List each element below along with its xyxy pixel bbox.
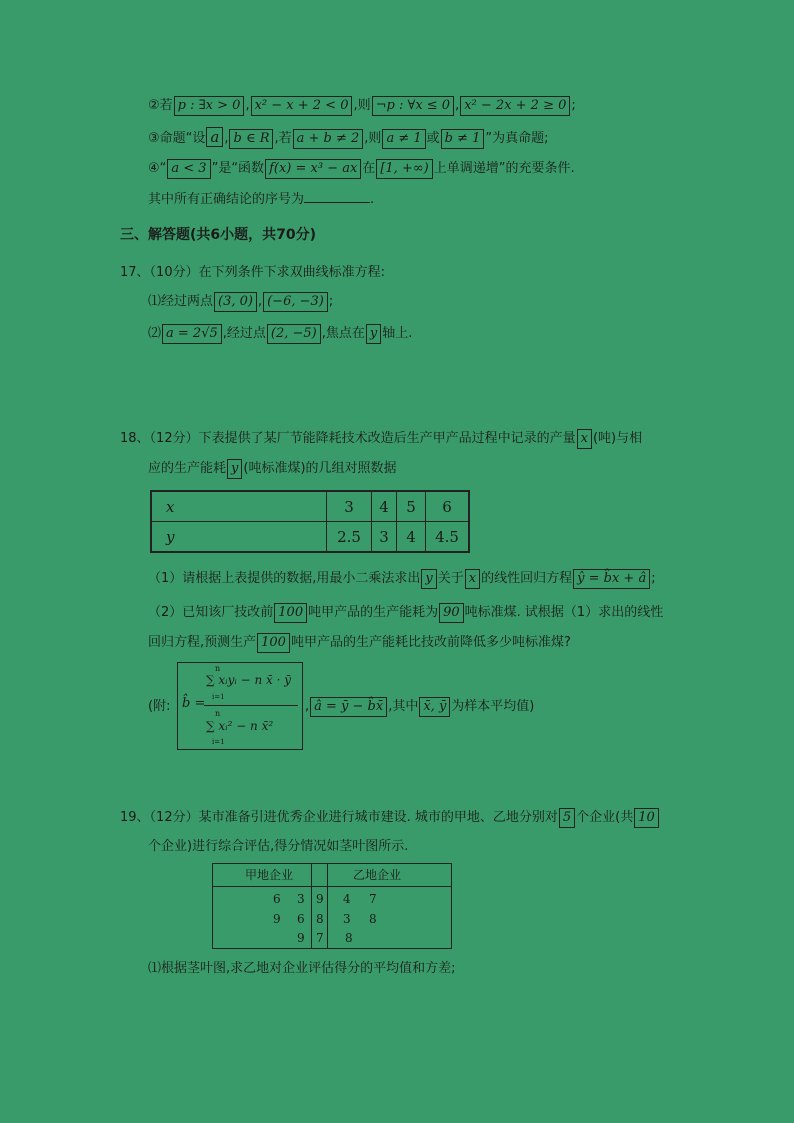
- q18-line-1: [120, 428, 642, 450]
- var-a: a: [206, 127, 223, 147]
- divider: [311, 864, 312, 948]
- function: f(x) = x³ − ax: [265, 159, 361, 179]
- conclusion-1: a ≠ 1: [382, 129, 425, 149]
- part-end: 轴上.: [382, 326, 413, 341]
- fraction-bar: [204, 705, 298, 706]
- point-1: (3, 0): [214, 292, 257, 312]
- condition: a = 2√5: [162, 324, 222, 344]
- text: 19、（12分）某市准备引进优秀企业进行城市建设. 城市的甲地、乙地分别对: [120, 810, 558, 825]
- table-cell: 2.5: [327, 522, 372, 553]
- table-cell: 5: [397, 491, 426, 522]
- text: 关于: [437, 571, 464, 586]
- text: (吨标准煤)的几组对照数据: [243, 461, 397, 476]
- header-divider: [213, 886, 451, 887]
- point-2: (−6, −3): [263, 292, 328, 312]
- separator: ,: [245, 98, 250, 113]
- var-b-real: b ∈ R: [229, 129, 273, 149]
- text: (吨)与相: [592, 431, 643, 446]
- q19-line-1: [120, 807, 660, 829]
- means: x̄, ȳ: [419, 697, 450, 717]
- condition: a < 3: [167, 159, 210, 179]
- text: ,其中: [388, 699, 419, 714]
- leaf: 9: [273, 912, 281, 926]
- text: （1）请根据上表提供的数据,用最小二乘法求出: [148, 571, 421, 586]
- text: ”是“函数: [211, 161, 265, 176]
- text: 吨甲产品的生产能耗比技改前降低多少吨标准煤?: [290, 635, 571, 650]
- table-cell: 4.5: [426, 522, 470, 553]
- q18-part-1: [148, 568, 656, 590]
- table-row: [151, 491, 469, 522]
- q18-part-2: [148, 602, 663, 624]
- var-y: y: [227, 459, 242, 479]
- var-y: y: [421, 569, 436, 589]
- text: ,经过点: [222, 326, 266, 341]
- ask-end: .: [370, 192, 375, 207]
- table-cell: 6: [426, 491, 470, 522]
- text: 个企业(共: [576, 810, 634, 825]
- item-prefix: ③命题“设: [148, 131, 206, 146]
- q18-part-2-cont: [148, 632, 571, 654]
- text: ,焦点在: [321, 326, 365, 341]
- stem-leaf-plot: [212, 863, 452, 949]
- text: ;: [651, 571, 656, 586]
- negation-p: ¬p : ∀x ≤ 0: [372, 96, 454, 116]
- stem-value: 7: [316, 931, 324, 945]
- conclusion-2: b ≠ 1: [441, 129, 485, 149]
- divider: [327, 864, 328, 948]
- axis: y: [366, 324, 381, 344]
- text: 吨甲产品的生产能耗为: [308, 605, 439, 620]
- right-header: 乙地企业: [353, 868, 402, 882]
- text: ,则: [353, 98, 371, 113]
- row-label: y: [151, 522, 327, 553]
- q19-line-2: 个企业)进行综合评估,得分情况如茎叶图所示.: [148, 839, 409, 854]
- sum-bottom: i=1: [212, 693, 225, 701]
- a-hat-formula: â = ȳ − b̂x̄: [310, 697, 387, 717]
- separator: ,: [257, 294, 263, 309]
- formula-b-hat: [177, 662, 303, 750]
- q17-part-2: [148, 323, 412, 345]
- text: 应的生产能耗: [148, 461, 227, 476]
- q17-part-1: [148, 291, 333, 313]
- answer-blank: [304, 190, 370, 203]
- number: 90: [439, 603, 464, 623]
- q17-stem: 17、（10分）在下列条件下求双曲线标准方程:: [120, 265, 385, 280]
- interval: [1, +∞): [376, 159, 432, 179]
- part-prefix: ⑵: [148, 326, 162, 341]
- text: 的线性回归方程: [481, 571, 573, 586]
- item-end: 上单调递增”的充要条件.: [433, 161, 575, 176]
- number: 5: [559, 808, 575, 828]
- leaf: 6: [273, 892, 281, 906]
- separator: ,: [305, 699, 310, 714]
- ask-text: 其中所有正确结论的序号为: [148, 192, 305, 207]
- item-end: ”为真命题;: [485, 131, 549, 146]
- note-prefix: (附:: [148, 699, 171, 714]
- inequality-2: x² − 2x + 2 ≥ 0: [460, 96, 570, 116]
- number: 100: [257, 633, 290, 653]
- number: 10: [634, 808, 659, 828]
- table-cell: 4: [372, 491, 397, 522]
- leaf: 8: [369, 912, 377, 926]
- row-label: x: [151, 491, 327, 522]
- section-title: 三、解答题(共6小题，共70分): [120, 227, 317, 243]
- part-prefix: ⑴经过两点: [148, 294, 214, 309]
- sum-top: n: [215, 664, 221, 673]
- table-row: [151, 522, 469, 553]
- text: （2）已知该厂技改前: [148, 605, 274, 620]
- q16-item-3: [148, 127, 549, 150]
- proposition-p: p : ∃x > 0: [174, 96, 245, 116]
- q18-line-2: [148, 458, 397, 480]
- q16-ask: [148, 189, 374, 211]
- separator: ,: [455, 98, 460, 113]
- leaf: 9: [297, 931, 305, 945]
- item-prefix: ②若: [148, 98, 173, 113]
- regression-equation: ŷ = b̂x + â: [573, 569, 650, 589]
- stem-value: 9: [316, 892, 324, 906]
- table-cell: 3: [327, 491, 372, 522]
- q16-item-4: [148, 158, 575, 180]
- denominator: ∑ xᵢ² − n x̄²: [206, 719, 274, 733]
- stem-value: 8: [316, 912, 324, 926]
- point: (2, −5): [267, 324, 321, 344]
- inequality-1: x² − x + 2 < 0: [251, 96, 353, 116]
- text: 吨标准煤. 试根据（1）求出的线性: [464, 605, 664, 620]
- q16-item-2: [148, 95, 576, 117]
- leaf: 8: [345, 931, 353, 945]
- text: 或: [426, 131, 440, 146]
- item-end: ;: [571, 98, 576, 113]
- var-x: x: [577, 429, 592, 449]
- note-rest: [305, 696, 534, 718]
- data-table: [150, 490, 470, 553]
- leaf: 7: [369, 892, 377, 906]
- text: 为样本平均值): [451, 699, 535, 714]
- part-end: ;: [328, 294, 334, 309]
- table-cell: 4: [397, 522, 426, 553]
- sum-bottom: i=1: [212, 738, 225, 746]
- leaf: 6: [297, 912, 305, 926]
- text: 在: [362, 161, 376, 176]
- sum-top: n: [215, 709, 221, 718]
- numerator: ∑ xᵢyᵢ − n x̄ · ȳ: [206, 673, 291, 687]
- number: 100: [274, 603, 307, 623]
- text: ,则: [364, 131, 382, 146]
- left-header: 甲地企业: [245, 868, 294, 882]
- leaf: 3: [297, 892, 305, 906]
- b-hat-label: b̂ =: [182, 696, 206, 711]
- text: 回归方程,预测生产: [148, 635, 257, 650]
- text: ,若: [274, 131, 292, 146]
- table-cell: 3: [372, 522, 397, 553]
- var-x: x: [465, 569, 480, 589]
- item-prefix: ④“: [148, 161, 167, 176]
- q19-part-1: ⑴根据茎叶图,求乙地对企业评估得分的平均值和方差;: [148, 961, 456, 976]
- text: 18、（12分）下表提供了某厂节能降耗技术改造后生产甲产品过程中记录的产量: [120, 431, 576, 446]
- leaf: 4: [343, 892, 351, 906]
- condition: a + b ≠ 2: [293, 129, 364, 149]
- separator: ,: [224, 131, 229, 146]
- leaf: 3: [343, 912, 351, 926]
